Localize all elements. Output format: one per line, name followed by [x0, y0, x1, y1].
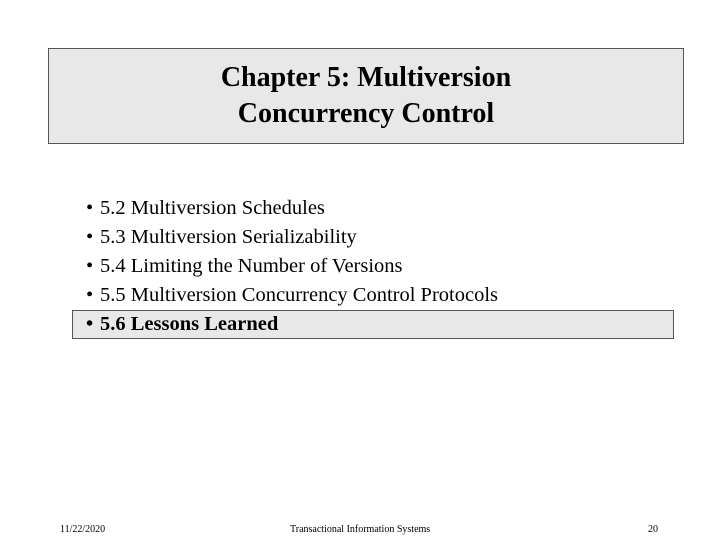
- outline-item-5-3: [72, 223, 674, 252]
- slide-title-line-2: Concurrency Control: [237, 98, 495, 129]
- section-outline-list: [72, 194, 674, 339]
- footer-page-number: 20: [648, 524, 658, 535]
- bullet: •: [86, 226, 94, 248]
- outline-item-5-2: [72, 194, 674, 223]
- bullet: •: [86, 284, 94, 306]
- outline-item-5-5: [72, 281, 674, 310]
- bullet: •: [86, 255, 94, 277]
- outline-item-5-4: [72, 252, 674, 281]
- outline-item-label: 5.6 Lessons Learned: [100, 313, 279, 335]
- footer-date: 11/22/2020: [60, 524, 106, 535]
- slide-title-line-1: Chapter 5: Multiversion: [220, 62, 512, 93]
- outline-item-5-6-current: [72, 310, 674, 339]
- outline-item-label: 5.4 Limiting the Number of Versions: [100, 255, 403, 277]
- footer-course-title: Transactional Information Systems: [290, 524, 431, 535]
- bullet: •: [86, 197, 94, 219]
- slide-title-box: [48, 48, 684, 144]
- outline-item-label: 5.2 Multiversion Schedules: [100, 197, 325, 219]
- outline-item-label: 5.5 Multiversion Concurrency Control Protocols: [100, 284, 498, 306]
- bullet: •: [86, 313, 94, 335]
- outline-item-label: 5.3 Multiversion Serializability: [100, 226, 357, 248]
